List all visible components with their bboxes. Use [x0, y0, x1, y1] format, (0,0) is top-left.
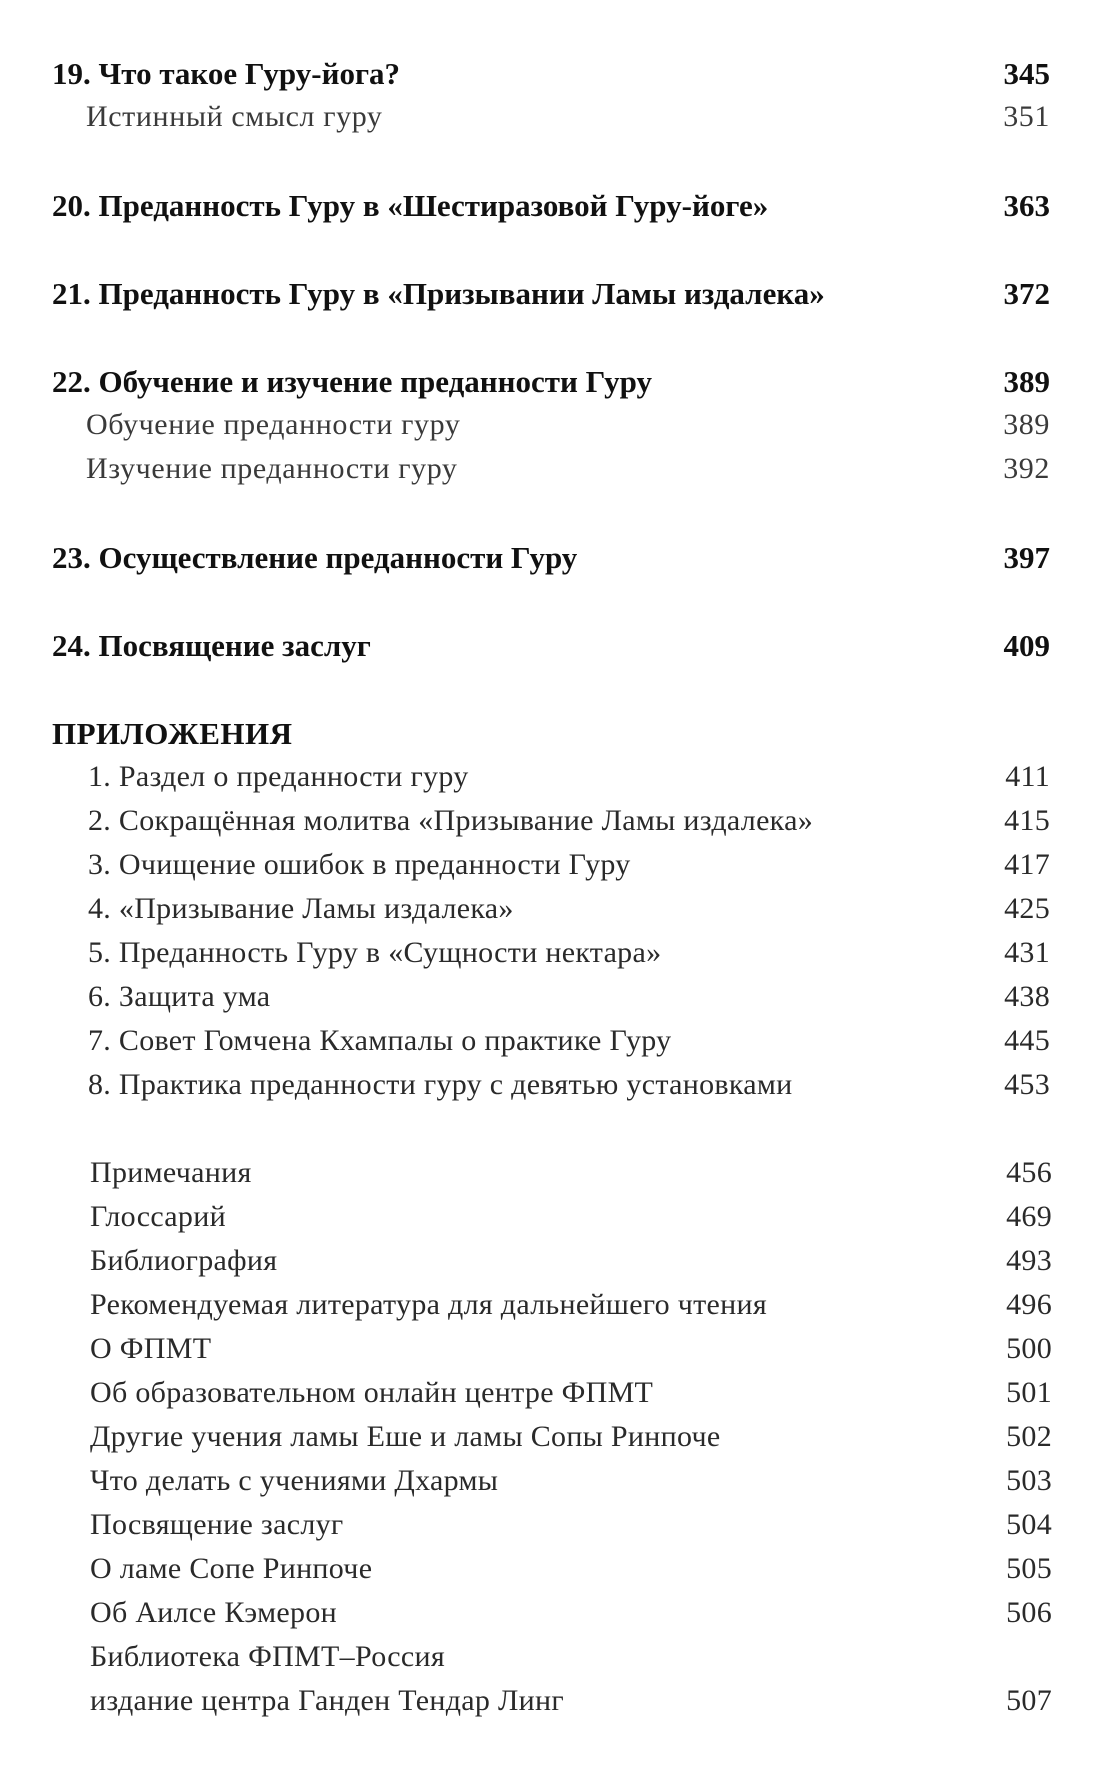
toc-entry-title: Что делать с учениями Дхармы — [90, 1464, 499, 1497]
toc-entry-page: 507 — [1006, 1684, 1052, 1717]
toc-backmatter-item — [90, 1640, 1052, 1674]
toc-backmatter-item — [90, 1376, 1052, 1410]
appendix-heading: ПРИЛОЖЕНИЯ — [52, 716, 293, 751]
toc-subentry — [86, 100, 1050, 134]
toc-entry-page: 501 — [1006, 1376, 1052, 1409]
toc-backmatter-item — [90, 1684, 1052, 1718]
toc-backmatter-item — [90, 1200, 1052, 1234]
toc-entry-page: 469 — [1006, 1200, 1052, 1233]
toc-entry-title: 24. Посвящение заслуг — [52, 628, 371, 663]
toc-appendix-item — [88, 804, 1050, 838]
toc-entry-page: 496 — [1006, 1288, 1052, 1321]
toc-entry-title: Примечания — [90, 1156, 252, 1189]
toc-entry-page: 500 — [1006, 1332, 1052, 1365]
toc-entry-title: Другие учения ламы Еше и ламы Сопы Ринпоче — [90, 1420, 721, 1453]
toc-appendix-item — [88, 936, 1050, 970]
toc-entry-title: О ФПМТ — [90, 1332, 212, 1365]
toc-chapter-19 — [52, 56, 1050, 92]
toc-entry-page: 431 — [1004, 936, 1050, 969]
toc-entry-title: 7. Совет Гомчена Кхампалы о практике Гуру — [88, 1024, 672, 1057]
toc-entry-page: 445 — [1004, 1024, 1050, 1057]
toc-backmatter-item — [90, 1420, 1052, 1454]
toc-entry-title: 3. Очищение ошибок в преданности Гуру — [88, 848, 631, 881]
toc-entry-page: 392 — [1003, 452, 1050, 485]
toc-entry-page: 397 — [1003, 540, 1050, 575]
toc-chapter-24 — [52, 628, 1050, 664]
toc-chapter-22 — [52, 364, 1050, 400]
toc-entry-page: 456 — [1006, 1156, 1052, 1189]
toc-entry-title: Библиография — [90, 1244, 278, 1277]
toc-subentry — [86, 408, 1050, 442]
toc-entry-title: 4. «Призывание Ламы издалека» — [88, 892, 514, 925]
toc-entry-page: 493 — [1006, 1244, 1052, 1277]
toc-entry-page: 389 — [1003, 364, 1050, 399]
toc-appendix-item — [88, 1024, 1050, 1058]
toc-chapter-20 — [52, 188, 1050, 224]
toc-entry-title: Посвящение заслуг — [90, 1508, 344, 1541]
toc-appendix-item — [88, 1068, 1050, 1102]
toc-entry-page: 372 — [1003, 276, 1050, 311]
toc-entry-title: 22. Обучение и изучение преданности Гуру — [52, 364, 652, 399]
toc-entry-title: Глоссарий — [90, 1200, 226, 1233]
toc-backmatter-item — [90, 1288, 1052, 1322]
toc-entry-page: 505 — [1006, 1552, 1052, 1585]
toc-entry-page: 453 — [1004, 1068, 1050, 1101]
toc-backmatter-item — [90, 1332, 1052, 1366]
toc-appendix-item — [88, 892, 1050, 926]
toc-entry-page: 504 — [1006, 1508, 1052, 1541]
toc-entry-page: 345 — [1003, 56, 1050, 91]
toc-entry-page: 351 — [1003, 100, 1050, 133]
toc-backmatter-item — [90, 1244, 1052, 1278]
toc-entry-page: 409 — [1003, 628, 1050, 663]
toc-entry-title: Изучение преданности гуру — [86, 452, 458, 485]
toc-appendix-item — [88, 760, 1050, 794]
toc-entry-title: Библиотека ФПМТ–Россия — [90, 1640, 445, 1673]
toc-entry-page: 425 — [1004, 892, 1050, 925]
toc-entry-title: Об Аилсе Кэмерон — [90, 1596, 337, 1629]
toc-backmatter-item — [90, 1596, 1052, 1630]
toc-entry-page: 438 — [1004, 980, 1050, 1013]
toc-entry-page: 506 — [1006, 1596, 1052, 1629]
toc-appendix-item — [88, 848, 1050, 882]
toc-entry-page: 411 — [1005, 760, 1050, 793]
toc-backmatter-item — [90, 1464, 1052, 1498]
toc-entry-title: издание центра Ганден Тендар Линг — [90, 1684, 564, 1717]
toc-entry-title: 2. Сокращённая молитва «Призывание Ламы издалека» — [88, 804, 814, 837]
toc-entry-page: 415 — [1004, 804, 1050, 837]
toc-entry-title: 5. Преданность Гуру в «Сущности нектара» — [88, 936, 662, 969]
toc-chapter-23 — [52, 540, 1050, 576]
toc-entry-title: Обучение преданности гуру — [86, 408, 461, 441]
toc-entry-title: Об образовательном онлайн центре ФПМТ — [90, 1376, 654, 1409]
toc-backmatter-item — [90, 1552, 1052, 1586]
toc-entry-title: 20. Преданность Гуру в «Шестиразовой Гуру-йоге» — [52, 188, 769, 223]
toc-backmatter-item — [90, 1508, 1052, 1542]
toc-entry-title: 23. Осуществление преданности Гуру — [52, 540, 578, 575]
toc-entry-page: 502 — [1006, 1420, 1052, 1453]
toc-entry-title: 19. Что такое Гуру-йога? — [52, 56, 401, 91]
toc-entry-page: 417 — [1004, 848, 1050, 881]
toc-backmatter-item — [90, 1156, 1052, 1190]
toc-entry-title: 1. Раздел о преданности гуру — [88, 760, 469, 793]
toc-entry-title: Рекомендуемая литература для дальнейшего чтения — [90, 1288, 767, 1321]
toc-appendix-item — [88, 980, 1050, 1014]
toc-entry-title: Истинный смысл гуру — [86, 100, 383, 133]
toc-subentry — [86, 452, 1050, 486]
toc-entry-page: 389 — [1003, 408, 1050, 441]
toc-entry-title: 8. Практика преданности гуру с девятью установками — [88, 1068, 793, 1101]
toc-entry-title: О ламе Сопе Ринпоче — [90, 1552, 373, 1585]
toc-chapter-21 — [52, 276, 1050, 312]
toc-entry-page: 503 — [1006, 1464, 1052, 1497]
toc-entry-title: 21. Преданность Гуру в «Призывании Ламы издалека» — [52, 276, 825, 311]
toc-entry-title: 6. Защита ума — [88, 980, 271, 1013]
toc-entry-page: 363 — [1003, 188, 1050, 223]
